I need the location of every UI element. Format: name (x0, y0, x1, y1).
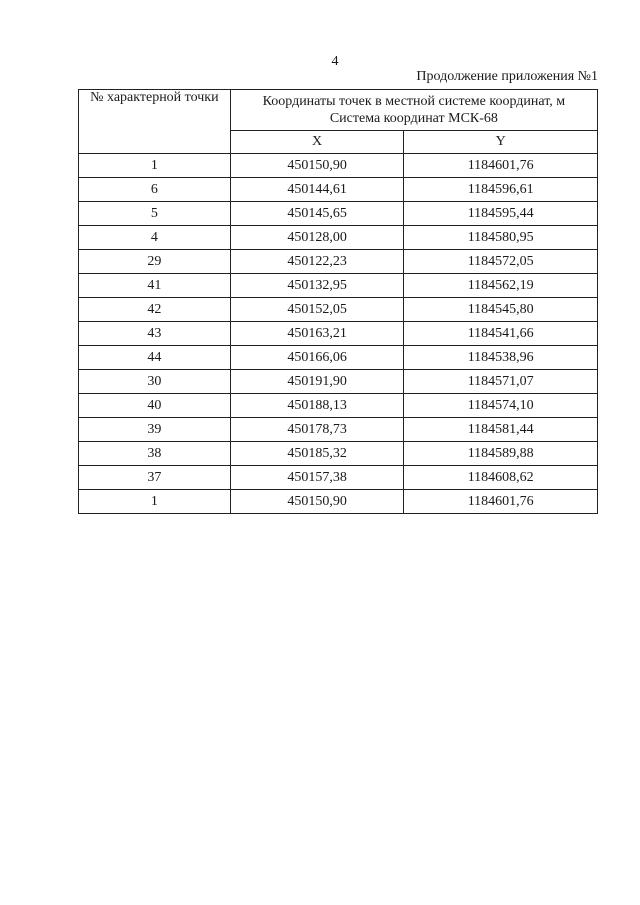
cell-x: 450188,13 (230, 394, 404, 418)
cell-x: 450150,90 (230, 154, 404, 178)
cell-x: 450191,90 (230, 370, 404, 394)
cell-point: 4 (79, 226, 231, 250)
cell-point: 41 (79, 274, 231, 298)
cell-x: 450157,38 (230, 466, 404, 490)
table-row (79, 466, 598, 490)
header-coordinates (230, 90, 597, 131)
appendix-continuation-note: Продолжение приложения №1 (416, 69, 598, 84)
page-number: 4 (331, 54, 339, 69)
table-row (79, 442, 598, 466)
cell-y: 1184545,80 (404, 298, 598, 322)
cell-y: 1184541,66 (404, 322, 598, 346)
cell-point: 42 (79, 298, 231, 322)
cell-y: 1184608,62 (404, 466, 598, 490)
cell-y: 1184580,95 (404, 226, 598, 250)
table-row (79, 346, 598, 370)
header-coordinates-line2: Система координат МСК-68 (329, 111, 498, 126)
table-row (79, 394, 598, 418)
cell-y: 1184601,76 (404, 154, 598, 178)
cell-point: 40 (79, 394, 231, 418)
table-row (79, 250, 598, 274)
cell-y: 1184571,07 (404, 370, 598, 394)
cell-point: 38 (79, 442, 231, 466)
cell-x: 450163,21 (230, 322, 404, 346)
header-x: X (230, 131, 404, 154)
cell-x: 450185,32 (230, 442, 404, 466)
cell-y: 1184601,76 (404, 490, 598, 514)
table-header (79, 90, 598, 154)
cell-x: 450128,00 (230, 226, 404, 250)
table-row (79, 322, 598, 346)
cell-y: 1184581,44 (404, 418, 598, 442)
cell-point: 29 (79, 250, 231, 274)
cell-x: 450122,23 (230, 250, 404, 274)
coordinates-table (78, 89, 598, 514)
cell-point: 5 (79, 202, 231, 226)
table-row (79, 298, 598, 322)
cell-point: 30 (79, 370, 231, 394)
cell-x: 450132,95 (230, 274, 404, 298)
header-coordinates-line1: Координаты точек в местной системе координат, м (262, 94, 566, 109)
table-row (79, 202, 598, 226)
cell-point: 6 (79, 178, 231, 202)
table-row (79, 226, 598, 250)
cell-point: 44 (79, 346, 231, 370)
cell-y: 1184538,96 (404, 346, 598, 370)
table-row (79, 178, 598, 202)
cell-x: 450166,06 (230, 346, 404, 370)
cell-x: 450178,73 (230, 418, 404, 442)
cell-y: 1184595,44 (404, 202, 598, 226)
table-row (79, 154, 598, 178)
cell-y: 1184572,05 (404, 250, 598, 274)
header-y: Y (404, 131, 598, 154)
cell-y: 1184562,19 (404, 274, 598, 298)
table-row (79, 370, 598, 394)
cell-x: 450152,05 (230, 298, 404, 322)
cell-x: 450150,90 (230, 490, 404, 514)
cell-point: 37 (79, 466, 231, 490)
header-point-number: № характерной точки (79, 90, 231, 154)
cell-point: 39 (79, 418, 231, 442)
table-body (79, 154, 598, 514)
cell-y: 1184589,88 (404, 442, 598, 466)
cell-point: 1 (79, 154, 231, 178)
table-row (79, 418, 598, 442)
cell-point: 43 (79, 322, 231, 346)
table-row (79, 274, 598, 298)
cell-point: 1 (79, 490, 231, 514)
table-row (79, 490, 598, 514)
cell-x: 450144,61 (230, 178, 404, 202)
cell-x: 450145,65 (230, 202, 404, 226)
cell-y: 1184596,61 (404, 178, 598, 202)
cell-y: 1184574,10 (404, 394, 598, 418)
